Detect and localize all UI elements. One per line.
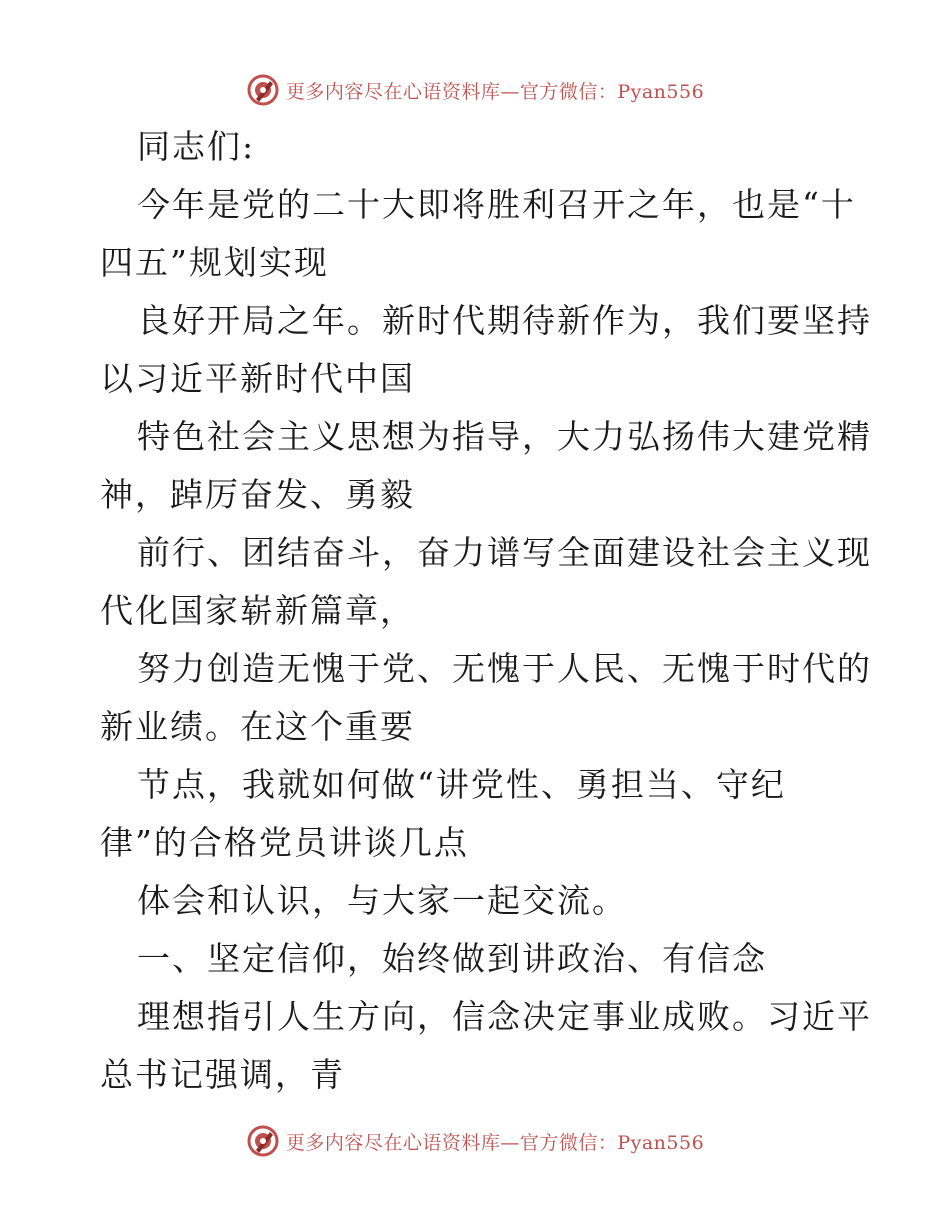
text-line: 神，踔厉奋发、勇毅 [100,475,415,514]
header-watermark [0,70,950,110]
text-line: 特色社会主义思想为指导，大力弘扬伟大建党精 [137,417,872,456]
footer-watermark [0,1121,950,1161]
text-line: 努力创造无愧于党、无愧于人民、无愧于时代的 [137,649,872,688]
text-line: 以习近平新时代中国 [100,359,415,398]
text-line: 新业绩。在这个重要 [100,707,415,746]
text-line: 四五”规划实现 [100,243,329,282]
watermark-text: 更多内容尽在心语资料库—官方微信：Pyan556 [285,80,705,103]
text-line: 总书记强调，青 [100,1055,345,1094]
pen-circle-logo-icon [246,1124,280,1158]
text-line: 良好开局之年。新时代期待新作为，我们要坚持 [137,301,872,340]
text-line: 今年是党的二十大即将胜利召开之年，也是“十 [137,185,856,224]
text-line: 体会和认识，与大家一起交流。 [137,881,627,920]
section-heading: 一、坚定信仰，始终做到讲政治、有信念 [137,939,767,978]
watermark-text: 更多内容尽在心语资料库—官方微信：Pyan556 [285,1131,705,1154]
text-line: 节点，我就如何做“讲党性、勇担当、守纪 [137,765,786,804]
text-line: 理想指引人生方向，信念决定事业成败。习近平 [137,997,872,1036]
text-line: 前行、团结奋斗，奋力谱写全面建设社会主义现 [137,533,872,572]
text-line: 律”的合格党员讲谈几点 [100,823,469,862]
pen-circle-logo-icon [246,73,280,107]
text-line: 代化国家崭新篇章， [100,591,415,630]
document-body [100,118,872,1104]
text-line: 同志们: [137,127,256,166]
